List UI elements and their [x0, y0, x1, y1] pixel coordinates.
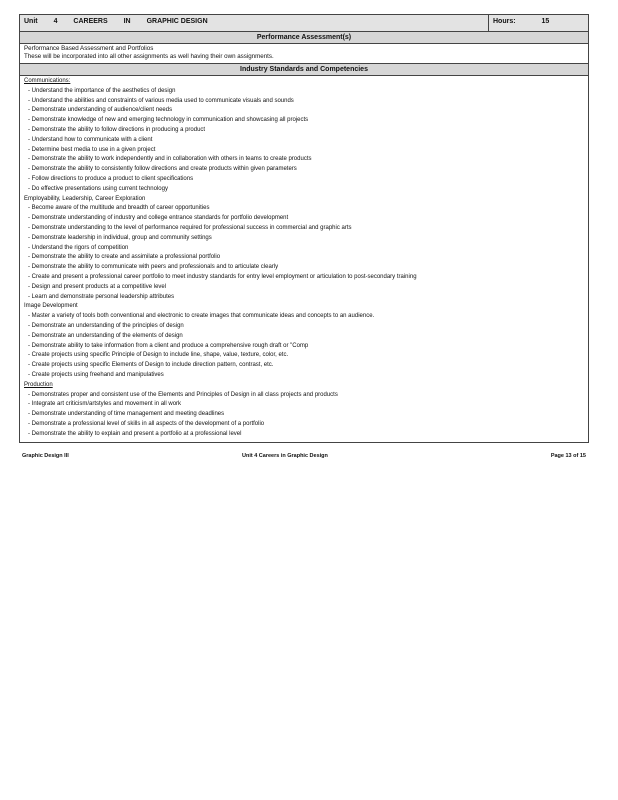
competency-item: - Demonstrate the ability to communicate with peers and professionals and to articulate clearly [28, 264, 279, 271]
hours-label: Hours: [493, 18, 516, 25]
competency-item: - Create projects using freehand and manipulatives [28, 371, 164, 378]
performance-assessment-heading: Performance Assessment(s) [20, 32, 588, 44]
competency-item: - Demonstrate understanding of time management and meeting deadlines [28, 411, 225, 418]
unit-label: Unit [24, 18, 38, 25]
competency-item: - Demonstrate the ability to create and assimilate a professional portfolio [28, 254, 221, 261]
competency-item: - Demonstrate understanding to the level of performance required for professional success in commercial and graphic arts [28, 224, 352, 231]
competency-item: - Understand the rigors of competition [28, 244, 129, 251]
competency-item: - Demonstrate the ability to follow directions in producing a product [28, 126, 206, 133]
assessment-body: These will be incorporated into all other assignments as well having their own assignments. [24, 53, 274, 60]
competency-item: - Demonstrate the ability to explain and present a portfolio at a professional level [28, 430, 242, 437]
competency-item: - Demonstrate a professional level of skills in all aspects of the development of a portfolio [28, 420, 265, 427]
competency-item: - Demonstrates proper and consistent use of the Elements and Principles of Design in all class projects and products [28, 391, 338, 398]
competency-item: - Demonstrate ability to take information from a client and produce a comprehensive rough draft or "Comp [28, 342, 309, 349]
document-frame [19, 14, 589, 443]
standards-list [20, 76, 588, 442]
competency-item: - Master a variety of tools both conventional and electronic to create images that communicate ideas and concepts to an audience. [28, 313, 375, 320]
footer-page-number: Page 13 of 15 [550, 453, 586, 459]
title-word-2: IN [123, 18, 131, 25]
assessment-title: Performance Based Assessment and Portfolios [24, 45, 154, 52]
competency-item: - Understand how to communicate with a client [28, 136, 153, 143]
competency-item: - Demonstrate the ability to work independently and in collaboration with others in teams to create products [28, 156, 312, 163]
competency-item: - Learn and demonstrate personal leadership attributes [28, 293, 175, 300]
unit-title [20, 15, 488, 31]
standards-heading: Industry Standards and Competencies [20, 63, 588, 76]
category-heading: Employability, Leadership, Career Exploration [24, 195, 146, 202]
competency-item: - Demonstrate the ability to consistently follow directions and create products within given parameters [28, 166, 297, 173]
assessment-block [20, 44, 588, 63]
footer-course: Graphic Design III [22, 453, 69, 459]
page-footer [19, 453, 589, 459]
title-word-3: GRAPHIC DESIGN [146, 18, 208, 25]
title-word-1: CAREERS [73, 18, 108, 25]
competency-item: - Create projects using specific Principle of Design to include line, shape, value, texture, color, etc. [28, 352, 289, 359]
hours-value: 15 [541, 18, 550, 25]
category-heading: Image Development [24, 303, 78, 310]
competency-item: - Understand the importance of the aesthetics of design [28, 87, 176, 94]
footer-unit: Unit 4 Careers in Graphic Design [242, 453, 328, 459]
competency-item: - Demonstrate leadership in individual, group and community settings [28, 234, 212, 241]
category-heading: Communications: [24, 78, 71, 84]
competency-item: - Demonstrate knowledge of new and emerging technology in communication and showcasing all projects [28, 117, 309, 124]
competency-item: - Demonstrate an understanding of the elements of design [28, 332, 183, 339]
competency-item: - Do effective presentations using current technology [28, 185, 168, 192]
competency-item: - Create projects using specific Elements of Design to include direction pattern, contrast, etc. [28, 362, 274, 369]
unit-number: 4 [53, 18, 58, 25]
competency-item: - Determine best media to use in a given project [28, 146, 156, 153]
competency-item: - Demonstrate understanding of audience/client needs [28, 107, 173, 114]
competency-item: - Create and present a professional career portfolio to meet industry standards for entry level employment or articulation to post-secondary training [28, 273, 417, 280]
category-heading: Production [24, 381, 53, 388]
competency-item: - Understand the abilities and constraints of various media used to communicate visuals and sounds [28, 97, 294, 104]
competency-item: - Demonstrate understanding of industry and college entrance standards for portfolio development [28, 215, 289, 222]
competency-item: - Follow directions to produce a product to client specifications [28, 175, 194, 182]
competency-item: - Demonstrate an understanding of the principles of design [28, 322, 184, 329]
competency-item: - Integrate art criticism/artstyles and movement in all work [28, 401, 182, 408]
competency-item: - Become aware of the multitude and breadth of career opportunities [28, 205, 210, 212]
hours-cell [488, 15, 588, 31]
competency-item: - Design and present products at a competitive level [28, 283, 167, 290]
unit-header-row [20, 15, 588, 32]
